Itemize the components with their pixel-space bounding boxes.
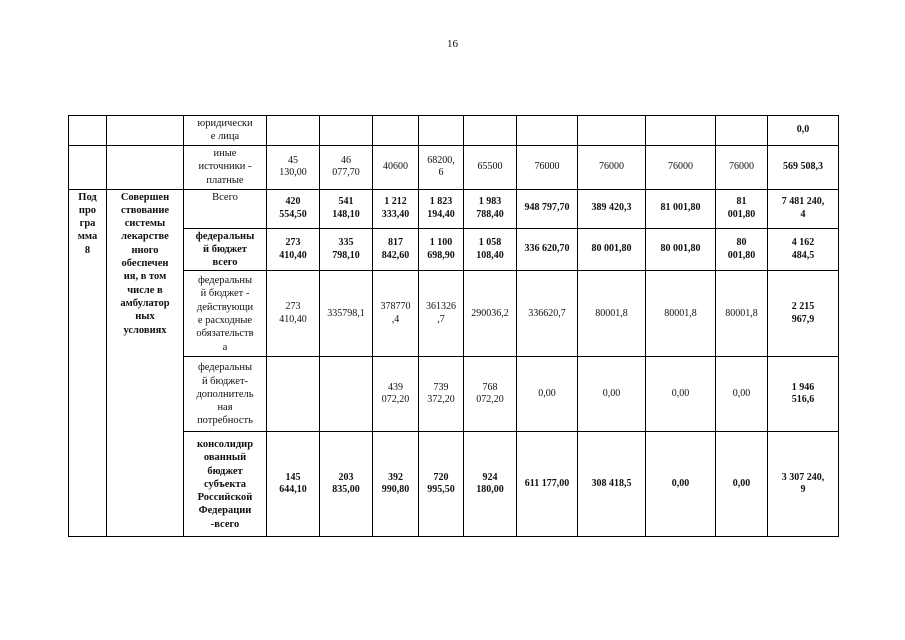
row-label: юридически е лица <box>184 116 267 146</box>
value-cell: 768 072,20 <box>464 357 517 432</box>
budget-table <box>68 115 839 537</box>
value-cell: 924 180,00 <box>464 432 517 537</box>
value-cell: 203 835,00 <box>320 432 373 537</box>
table-row <box>69 432 839 537</box>
value-cell: 46 077,70 <box>320 145 373 189</box>
value-cell <box>646 116 716 146</box>
program-name-cell: Совершен ствование системы лекарстве нного обеспечен ия, в том числе в амбулатор ных условиях <box>107 189 184 537</box>
value-cell <box>464 116 517 146</box>
value-cell: 80 001,80 <box>578 228 646 271</box>
table-row <box>69 116 839 146</box>
value-cell <box>320 357 373 432</box>
value-cell: 76000 <box>578 145 646 189</box>
value-cell: 1 212 333,40 <box>373 189 419 228</box>
row-label: федеральны й бюджет - действующи е расходные обязательств а <box>184 271 267 357</box>
value-cell: 0,00 <box>716 357 768 432</box>
value-cell <box>267 116 320 146</box>
value-cell: 335798,1 <box>320 271 373 357</box>
value-cell: 0,00 <box>646 432 716 537</box>
value-cell: 0,00 <box>716 432 768 537</box>
value-cell <box>267 357 320 432</box>
table-row <box>69 189 839 228</box>
value-cell <box>419 116 464 146</box>
value-cell <box>320 116 373 146</box>
value-cell: 0,00 <box>646 357 716 432</box>
value-cell: 611 177,00 <box>517 432 578 537</box>
value-cell: 273 410,40 <box>267 228 320 271</box>
value-cell: 80 001,80 <box>646 228 716 271</box>
value-cell: 0,00 <box>578 357 646 432</box>
row-label: федеральны й бюджет всего <box>184 228 267 271</box>
value-cell: 335 798,10 <box>320 228 373 271</box>
table-row <box>69 271 839 357</box>
total-cell: 3 307 240, 9 <box>768 432 839 537</box>
value-cell: 720 995,50 <box>419 432 464 537</box>
value-cell: 76000 <box>646 145 716 189</box>
value-cell: 0,00 <box>517 357 578 432</box>
total-cell: 2 215 967,9 <box>768 271 839 357</box>
value-cell: 76000 <box>517 145 578 189</box>
value-cell: 1 983 788,40 <box>464 189 517 228</box>
value-cell <box>578 116 646 146</box>
value-cell: 40600 <box>373 145 419 189</box>
table-row <box>69 228 839 271</box>
value-cell: 392 990,80 <box>373 432 419 537</box>
value-cell: 541 148,10 <box>320 189 373 228</box>
value-cell: 439 072,20 <box>373 357 419 432</box>
value-cell: 80 001,80 <box>716 228 768 271</box>
value-cell: 336620,7 <box>517 271 578 357</box>
value-cell: 81 001,80 <box>646 189 716 228</box>
value-cell: 361326 ,7 <box>419 271 464 357</box>
table-row <box>69 145 839 189</box>
value-cell: 389 420,3 <box>578 189 646 228</box>
program-code-cell-prev <box>69 116 107 146</box>
value-cell: 80001,8 <box>578 271 646 357</box>
program-code-cell: Под про гра мма 8 <box>69 189 107 537</box>
program-name-cell-prev <box>107 145 184 189</box>
value-cell: 1 058 108,40 <box>464 228 517 271</box>
value-cell: 80001,8 <box>716 271 768 357</box>
value-cell: 45 130,00 <box>267 145 320 189</box>
value-cell: 308 418,5 <box>578 432 646 537</box>
value-cell: 65500 <box>464 145 517 189</box>
total-cell: 4 162 484,5 <box>768 228 839 271</box>
value-cell: 68200, 6 <box>419 145 464 189</box>
value-cell: 290036,2 <box>464 271 517 357</box>
total-cell: 1 946 516,6 <box>768 357 839 432</box>
total-cell: 0,0 <box>768 116 839 146</box>
value-cell <box>373 116 419 146</box>
value-cell: 948 797,70 <box>517 189 578 228</box>
total-cell: 7 481 240, 4 <box>768 189 839 228</box>
total-cell: 569 508,3 <box>768 145 839 189</box>
row-label: иные источники - платные <box>184 145 267 189</box>
table-row <box>69 357 839 432</box>
value-cell: 336 620,70 <box>517 228 578 271</box>
value-cell: 817 842,60 <box>373 228 419 271</box>
value-cell: 76000 <box>716 145 768 189</box>
value-cell: 420 554,50 <box>267 189 320 228</box>
value-cell: 1 823 194,40 <box>419 189 464 228</box>
row-label: консолидир ованный бюджет субъекта Российской Федерации -всего <box>184 432 267 537</box>
program-code-cell-prev <box>69 145 107 189</box>
page-number: 16 <box>447 38 458 50</box>
row-label: федеральны й бюджет- дополнитель ная потребность <box>184 357 267 432</box>
value-cell: 739 372,20 <box>419 357 464 432</box>
row-label: Всего <box>184 189 267 228</box>
value-cell <box>517 116 578 146</box>
value-cell: 1 100 698,90 <box>419 228 464 271</box>
value-cell <box>716 116 768 146</box>
value-cell: 81 001,80 <box>716 189 768 228</box>
program-name-cell-prev <box>107 116 184 146</box>
value-cell: 378770 ,4 <box>373 271 419 357</box>
value-cell: 80001,8 <box>646 271 716 357</box>
value-cell: 273 410,40 <box>267 271 320 357</box>
value-cell: 145 644,10 <box>267 432 320 537</box>
